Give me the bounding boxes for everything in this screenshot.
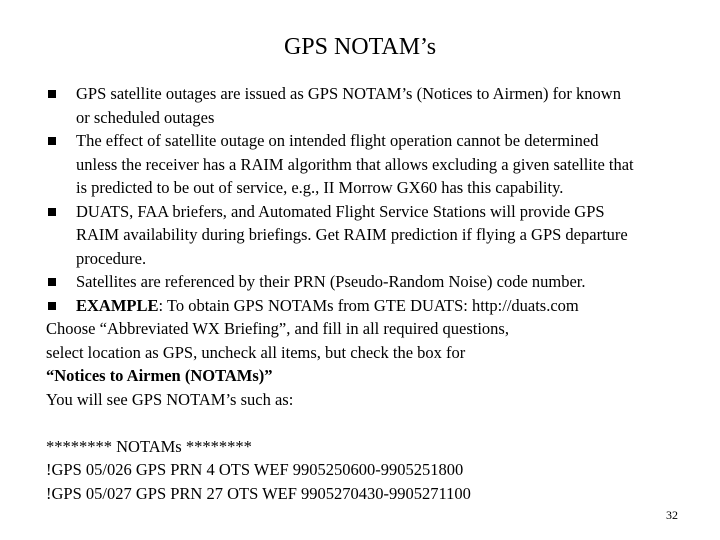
bullet-line: unless the receiver has a RAIM algorithm that allows excluding a given satellite that	[76, 154, 634, 174]
slide-body	[48, 82, 698, 505]
notam-line: !GPS 05/026 GPS PRN 4 OTS WEF 9905250600-9905251800	[46, 460, 464, 479]
bullet-item-example	[48, 294, 698, 318]
page-number: 32	[666, 508, 678, 522]
bullet-item	[48, 200, 698, 271]
bullet-item	[48, 82, 698, 129]
example-text: : To obtain GPS NOTAMs from GTE DUATS: http://duats.com	[158, 295, 579, 315]
notam-line: !GPS 05/027 GPS PRN 27 OTS WEF 9905270430-9905271100	[46, 483, 471, 503]
bullet-line: RAIM availability during briefings. Get RAIM prediction if flying a GPS departure	[76, 225, 628, 244]
bullet-line: DUATS, FAA briefers, and Automated Flight Service Stations will provide GPS	[76, 201, 605, 221]
square-bullet-icon	[48, 302, 56, 310]
bullet-line: The effect of satellite outage on intended flight operation cannot be determined	[76, 131, 599, 150]
body-line: select location as GPS, uncheck all items, but check the box for	[46, 342, 466, 362]
bullet-item	[48, 270, 698, 294]
body-line: Choose “Abbreviated WX Briefing”, and fill in all required questions,	[46, 319, 509, 338]
square-bullet-icon	[48, 137, 56, 145]
notam-header: ******** NOTAMs ********	[46, 436, 252, 456]
example-line	[76, 294, 698, 318]
bullet-line: Satellites are referenced by their PRN (Pseudo-Random Noise) code number.	[76, 272, 586, 291]
bullet-item	[48, 129, 698, 200]
square-bullet-icon	[48, 208, 56, 216]
bullet-line: procedure.	[76, 248, 147, 268]
see-line: You will see GPS NOTAM’s such as:	[46, 389, 294, 409]
bullet-line: is predicted to be out of service, e.g., II Morrow GX60 has this capability.	[76, 178, 564, 197]
square-bullet-icon	[48, 90, 56, 98]
square-bullet-icon	[48, 278, 56, 286]
bullet-line: or scheduled outages	[76, 107, 215, 127]
bullet-line: GPS satellite outages are issued as GPS NOTAM’s (Notices to Airmen) for known	[76, 84, 621, 103]
example-label: EXAMPLE	[76, 295, 159, 315]
page-title: GPS NOTAM’s	[283, 34, 437, 60]
notices-to-airmen-line: “Notices to Airmen (NOTAMs)”	[46, 366, 273, 385]
